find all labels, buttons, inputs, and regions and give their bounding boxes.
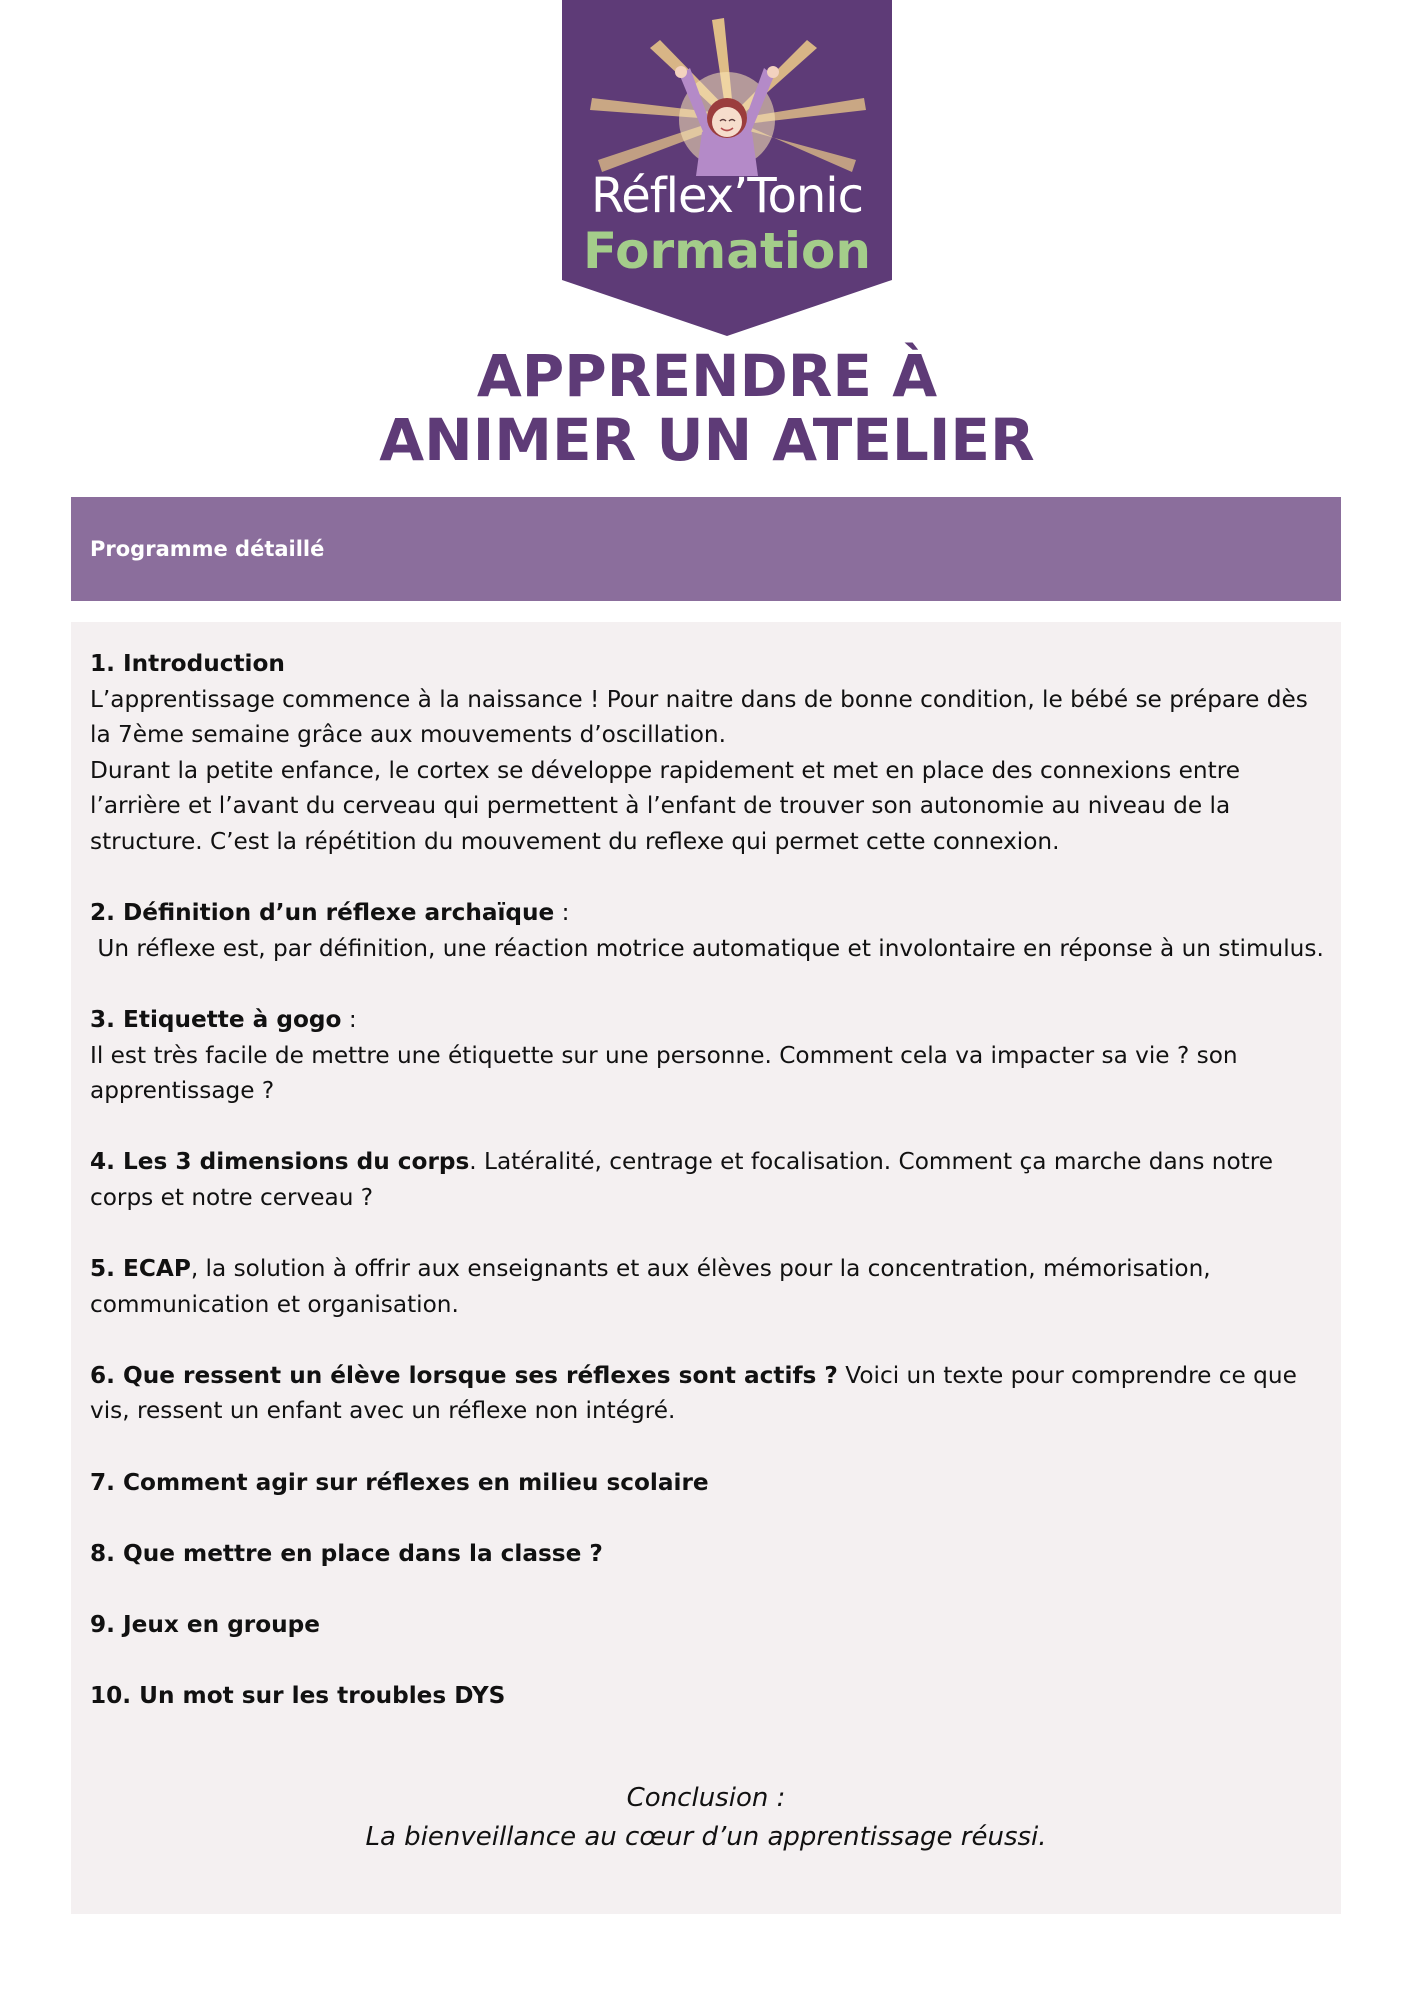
- logo-subtitle: Formation: [583, 222, 871, 280]
- program-item-3: [90, 1002, 1330, 1109]
- program-item-text: , la solution à offrir aux enseignants et aux élèves pour la concentration, mémorisation, communication et organisation.: [90, 1255, 1211, 1318]
- program-item-10: [90, 1678, 1330, 1714]
- brand-logo: [562, 0, 892, 338]
- program-item-paragraph: L’apprentissage commence à la naissance ! Pour naitre dans de bonne condition, le bébé se prépare dès la 7ème semaine grâce aux mouvements d’oscillation.: [90, 685, 1308, 749]
- program-list: [90, 646, 1330, 1749]
- program-item-6: [90, 1358, 1330, 1429]
- program-item-suffix: :: [554, 899, 570, 927]
- page-title-line-1: APPRENDRE À: [476, 342, 938, 410]
- program-item-text: . Latéralité, centrage et focalisation. Comment ça marche dans notre corps et notre cerveau ?: [90, 1148, 1274, 1211]
- program-item-heading: 3. Etiquette à gogo: [90, 1005, 342, 1033]
- program-item-8: [90, 1536, 1330, 1572]
- conclusion: [71, 1779, 1341, 1857]
- program-item-5: [90, 1251, 1330, 1322]
- program-item-4: [90, 1144, 1330, 1215]
- program-item-heading: 4. Les 3 dimensions du corps: [90, 1148, 470, 1176]
- program-item-heading: 10. Un mot sur les troubles DYS: [90, 1682, 506, 1710]
- program-item-heading: 1. Introduction: [90, 650, 285, 677]
- conclusion-label: Conclusion :: [626, 1783, 786, 1813]
- conclusion-text: La bienveillance au cœur d’un apprentissage réussi.: [365, 1822, 1047, 1852]
- program-item-heading: 5. ECAP: [90, 1255, 191, 1283]
- program-item-heading: 7. Comment agir sur réflexes en milieu scolaire: [90, 1468, 709, 1496]
- section-header: [71, 497, 1341, 601]
- page-title: [0, 344, 1414, 472]
- program-item-text: Voici un texte pour comprendre ce que vis, ressent un enfant avec un réflexe non intégré.: [90, 1361, 1297, 1425]
- program-item-body: Il est très facile de mettre une étiquette sur une personne. Comment cela va impacter sa vie ? son apprentissage ?: [90, 1041, 1238, 1105]
- program-item-9: [90, 1607, 1330, 1643]
- program-item-2: [90, 895, 1330, 966]
- program-item-body: Un réflexe est, par définition, une réaction motrice automatique et involontaire en réponse à un stimulus.: [90, 934, 1324, 962]
- program-item-heading: 8. Que mettre en place dans la classe ?: [90, 1539, 603, 1567]
- program-item-heading: 2. Définition d’un réflexe archaïque: [90, 899, 555, 927]
- program-item-heading: 9. Jeux en groupe: [90, 1611, 321, 1639]
- program-item-heading: 6. Que ressent un élève lorsque ses réflexes sont actifs ?: [90, 1361, 838, 1389]
- program-content: [71, 622, 1341, 1914]
- program-item-7: [90, 1465, 1330, 1501]
- program-item-suffix: :: [341, 1005, 357, 1033]
- page-title-line-2: ANIMER UN ATELIER: [379, 406, 1035, 474]
- program-item-1: [90, 646, 1330, 860]
- section-header-label: Programme détaillé: [90, 537, 325, 561]
- logo-wordmark: Réflex’Tonic: [591, 168, 863, 224]
- program-item-paragraph: Durant la petite enfance, le cortex se développe rapidement et met en place des connexions entre l’arrière et l’avant du cerveau qui permettent à l’enfant de trouver son autonomie au niveau de la structure. C’est la répétition du mouvement du reflexe qui permet cette connexion.: [90, 756, 1240, 855]
